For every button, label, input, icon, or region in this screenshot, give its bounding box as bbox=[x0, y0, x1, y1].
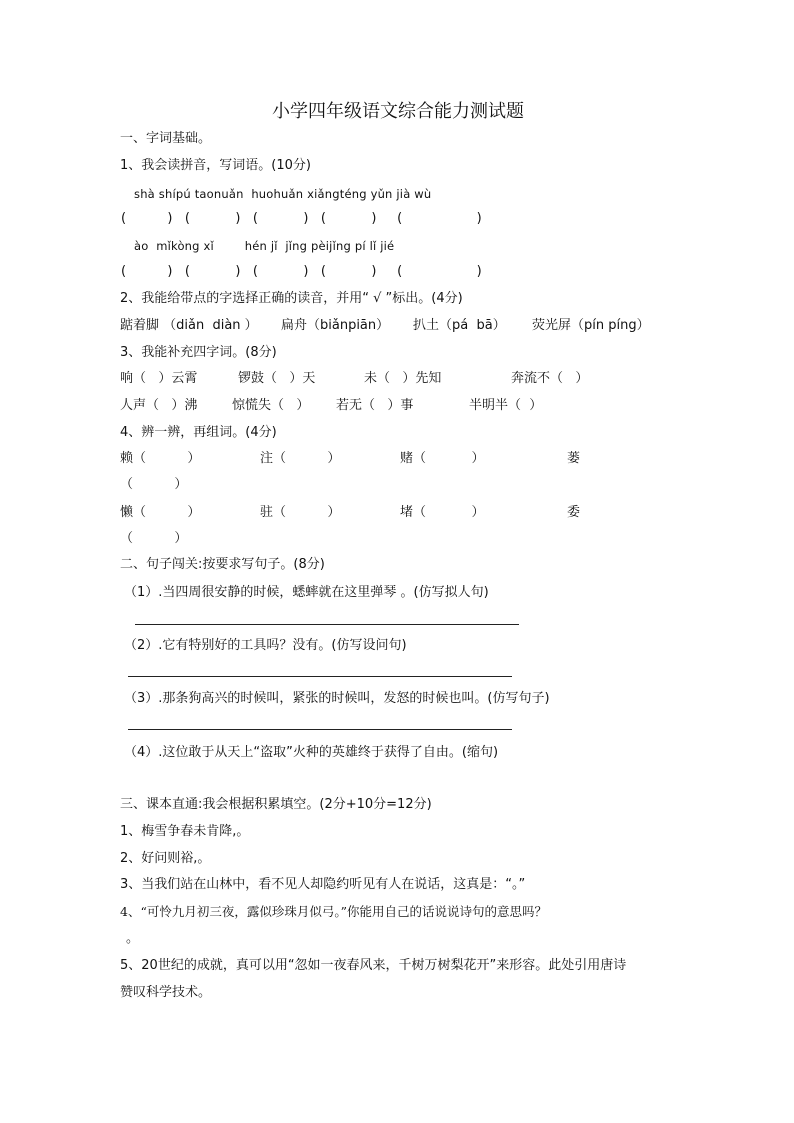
q3-row2-item-2[interactable]: 惊慌失（ ） bbox=[232, 398, 310, 413]
sentence-task-4: （4）.这位敢于从天上“盗取”火种的英雄终于获得了自由。(缩句) bbox=[124, 745, 499, 760]
q4-row2-item-2[interactable]: 驻（ ） bbox=[260, 505, 341, 520]
fill-item-5: 5、20世纪的成就，真可以用“忽如一夜春风来，千树万树梨花开”来形容。此处引用唐诗 bbox=[120, 958, 627, 973]
q3-row1-item-4[interactable]: 奔流不（ ） bbox=[511, 371, 589, 386]
q2-prompt: 2、我能给带点的字选择正确的读音，并用“ √ ”标出。(4分) bbox=[120, 291, 463, 306]
section-3-heading: 三、课本直通:我会根据积累填空。(2分+10分=12分) bbox=[120, 797, 432, 812]
q4-row1-item-2[interactable]: 注（ ） bbox=[260, 451, 341, 466]
q3-row2-item-3[interactable]: 若无（ ）事 bbox=[336, 398, 414, 413]
q4-row1-item-1[interactable]: 赖（ ） bbox=[120, 451, 201, 466]
answer-line-3[interactable] bbox=[128, 729, 512, 730]
q1-prompt: 1、我会读拼音，写词语。(10分) bbox=[120, 158, 311, 173]
q2-item-1[interactable]: 踮着脚 （diǎn diàn ） bbox=[120, 318, 258, 333]
fill-item-3[interactable]: 3、当我们站在山林中，看不见人却隐约听见有人在说话，这真是：“。” bbox=[120, 877, 526, 892]
q2-item-4[interactable]: 荧光屏（pín píng） bbox=[532, 318, 650, 333]
q4-row2-item-4: 委 bbox=[567, 505, 581, 520]
page-title: 小学四年级语文综合能力测试题 bbox=[272, 101, 524, 122]
q1-pinyin-row-1: shà shípú taonuǎn huohuǎn xiǎngténg yǔn jià wù bbox=[134, 187, 432, 201]
q4-row2-item-1[interactable]: 懒（ ） bbox=[120, 505, 201, 520]
section-2-heading: 二、句子闯关:按要求写句子。(8分) bbox=[120, 557, 325, 572]
q3-row2-item-1[interactable]: 人声（ ）沸 bbox=[120, 398, 198, 413]
fill-item-4: 4、“可怜九月初三夜，露似珍珠月似弓。”你能用自己的话说说诗句的意思吗？ bbox=[120, 904, 547, 919]
q4-prompt: 4、辨一辨，再组词。(4分) bbox=[120, 425, 277, 440]
q3-row1-item-3[interactable]: 未（ ）先知 bbox=[364, 371, 442, 386]
fill-item-4-answer[interactable]: 。 bbox=[126, 931, 140, 946]
section-1-heading: 一、字词基础。 bbox=[120, 131, 212, 146]
sentence-task-1: （1）.当四周很安静的时候，蟋蟀就在这里弹琴 。(仿写拟人句) bbox=[124, 585, 489, 600]
q4-row2-continuation[interactable]: （ ） bbox=[120, 531, 188, 546]
q3-row1-item-1[interactable]: 响（ ）云霄 bbox=[120, 371, 198, 386]
q4-row1-continuation[interactable]: （ ） bbox=[120, 477, 188, 492]
q3-prompt: 3、我能补充四字词。(8分) bbox=[120, 345, 277, 360]
q4-row2-item-3[interactable]: 堵（ ） bbox=[400, 505, 485, 520]
sentence-task-3: （3）.那条狗高兴的时候叫，紧张的时候叫，发怒的时候也叫。(仿写句子) bbox=[124, 691, 550, 706]
q2-item-2[interactable]: 扁舟（biǎnpiān） bbox=[281, 318, 390, 333]
answer-line-1[interactable] bbox=[135, 624, 519, 625]
fill-item-2[interactable]: 2、好问则裕,。 bbox=[120, 851, 211, 866]
q1-answer-blanks-row-2[interactable]: ( ) ( ) ( ) ( ) ( ) bbox=[121, 264, 482, 279]
fill-item-1[interactable]: 1、梅雪争春未肯降,。 bbox=[120, 824, 250, 839]
q4-row1-item-4: 蒌 bbox=[567, 451, 581, 466]
q1-answer-blanks-row-1[interactable]: ( ) ( ) ( ) ( ) ( ) bbox=[121, 211, 482, 226]
fill-item-5-continuation[interactable]: 赞叹科学技术。 bbox=[120, 985, 212, 1000]
q2-item-3[interactable]: 扒土（pá bā） bbox=[413, 318, 506, 333]
sentence-task-2: （2）.它有特别好的工具吗？没有。(仿写设问句) bbox=[124, 638, 407, 653]
q1-pinyin-row-2: ào mǐkòng xǐ hén jǐ jǐng pèijǐng pí lǐ jié bbox=[134, 239, 395, 253]
answer-line-2[interactable] bbox=[128, 676, 512, 677]
q4-row1-item-3[interactable]: 赌（ ） bbox=[400, 451, 485, 466]
q3-row2-item-4[interactable]: 半明半（ ） bbox=[469, 398, 543, 413]
q3-row1-item-2[interactable]: 锣鼓（ ）天 bbox=[238, 371, 316, 386]
